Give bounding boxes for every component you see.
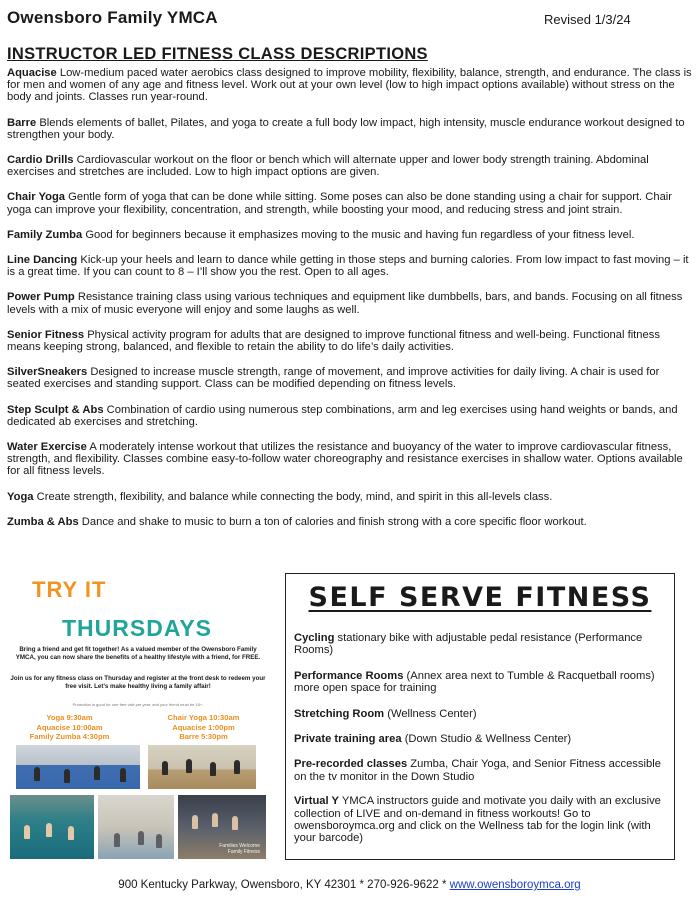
photo-caption-line: Families Welcome [219,843,260,849]
self-serve-item-cycling [294,632,670,657]
item-name: Performance Rooms [294,669,404,682]
class-item-aquacise [7,67,693,104]
schedule-entry: Barre 5:30pm [179,732,228,741]
person-figure [24,825,30,839]
class-item-yoga [7,491,693,503]
class-item-chair-yoga [7,191,693,215]
promo-schedule-left [22,713,117,742]
schedule-entry: Aquacise 1:00pm [172,722,235,732]
class-name: Cardio Drills [7,154,74,167]
item-name: Stretching Room [294,707,385,720]
item-desc: (Wellness Center) [387,707,477,720]
class-item-barre [7,117,693,141]
item-name: Private training area [294,733,402,746]
person-figure [94,766,100,780]
class-name: Barre [7,116,37,129]
person-figure [186,759,192,773]
self-serve-fitness-box [285,573,675,860]
class-name: SilverSneakers [7,366,88,379]
class-desc: Blends elements of ballet, Pilates, and yoga to create a full body low impact, high intensity, muscle endurance workout designed to strengthen your body. [7,116,685,141]
try-it-thursdays-flyer [6,573,270,863]
website-link[interactable]: www.owensboroymca.org [449,879,581,891]
org-name: Owensboro Family YMCA [7,8,218,27]
class-name: Senior Fitness [7,328,85,341]
promo-title-line1: TRY IT [32,577,107,602]
person-figure [68,826,74,840]
class-item-family-zumba [7,229,693,241]
person-figure [114,833,120,847]
class-desc: Physical activity program for adults that are designed to improve functional fitness and well-being. Functional fitness means keeping strong, balanced, and flexible to retain the ability to do life’s daily activities. [7,328,660,354]
class-item-senior-fitness [7,329,693,353]
promo-blurb-2: Join us for any fitness class on Thursday and register at the front desk to redeem your free visit. Let’s make healthy living a family affair! [10,675,266,690]
photo-yoga-class [16,745,140,789]
item-desc: (Annex area next to Tumble & Racquetball rooms) more open space for training [294,669,655,695]
person-figure [156,834,162,848]
person-figure [192,815,198,829]
promo-schedule-right [156,713,251,742]
class-item-silversneakers [7,366,693,390]
page-footer [0,879,699,891]
class-item-line-dancing [7,254,693,278]
class-desc: Create strength, flexibility, and balance while connecting the body, mind, and spirit in this all-levels class. [36,490,553,503]
promo-blurb: Bring a friend and get fit together! As a valued member of the Owensboro Family YMCA, you can now share the benefits of a healthy lifestyle with a friend, for FREE. [15,646,261,661]
photo-caption [219,843,260,855]
class-desc: Kick-up your heels and learn to dance while getting in those steps and burning calories. From low impact to fast moving – it is a great time. If you can count to 8 – I’ll show you the rest. Open to all ages. [7,254,689,279]
section-title: INSTRUCTOR LED FITNESS CLASS DESCRIPTIONS [7,45,428,63]
class-item-cardio-drills [7,154,693,178]
class-list [7,67,693,541]
person-figure [120,768,126,782]
class-desc: A moderately intense workout that utilizes the resistance and buoyancy of the water to improve cardiovascular fitness, strength, and flexibility. Classes combine easy-to-follow water choreography and resistance exercises in shallow water. Options available for all fitness levels. [7,441,683,478]
class-name: Step Sculpt & Abs [7,403,104,416]
class-name: Aquacise [7,67,57,79]
item-desc: stationary bike with adjustable pedal resistance (Performance Rooms) [294,632,643,657]
person-figure [138,831,144,845]
person-figure [64,769,70,783]
self-serve-title: SELF SERVE FITNESS [308,582,652,613]
class-desc: Cardiovascular workout on the floor or bench which will alternate upper and lower body strength training. Abdominal exercises and stretches are included. Low to high impact options are given. [7,154,649,179]
item-desc: Zumba, Chair Yoga, and Senior Fitness accessible on the tv monitor in the Down Studio [294,758,661,783]
class-name: Line Dancing [7,254,78,267]
person-figure [46,823,52,837]
class-name: Family Zumba [7,228,83,241]
schedule-entry: Family Zumba 4:30pm [29,732,110,741]
class-desc: Low-medium paced water aerobics class designed to improve mobility, flexibility, balance, strength, and endurance. The class is for men and women of any age and fitness level. Work out at your own level (low to high impact options available) without stress on the body and joints. Classes run year-round. [7,67,692,104]
class-desc: Good for beginners because it emphasizes moving to the music and having fun regardless of your fitness level. [85,228,635,241]
schedule-entry: Aquacise 10:00am [36,722,103,732]
photo-stretching [98,795,174,859]
schedule-entry: Yoga 9:30am [46,713,93,722]
person-figure [34,767,40,781]
class-desc: Combination of cardio using numerous step combinations, arm and leg exercises using hand weights or bands, and dedicated ab exercises and stretching. [7,403,678,428]
person-figure [162,761,168,775]
class-desc: Dance and shake to music to burn a ton of calories and finish strong with a core specific floor workout. [81,515,587,528]
item-name: Virtual Y [294,795,339,808]
self-serve-item-stretching-room [294,708,670,720]
class-name: Water Exercise [7,441,87,454]
person-figure [210,762,216,776]
promo-title-line2: THURSDAYS [62,615,213,641]
photo-family-zumba [178,795,266,859]
class-item-step-sculpt [7,404,693,428]
self-serve-item-performance-rooms [294,670,670,695]
class-name: Power Pump [7,291,75,304]
person-figure [232,816,238,830]
item-name: Pre-recorded classes [294,758,408,771]
self-serve-list [294,632,670,858]
class-name: Yoga [7,490,34,503]
class-item-power-pump [7,291,693,315]
page-header [7,8,692,30]
photo-caption-line: Family Fitness [227,849,260,855]
class-desc: Resistance training class using various techniques and equipment like dumbbells, bars, and bands. Focusing on all fitness levels with a mix of music everyone will enjoy and some laughs as well. [7,291,683,316]
class-desc: Designed to increase muscle strength, range of movement, and improve activities for daily living. A chair is used for seated exercises and standing support. Class can be modified depending on fitness levels. [7,366,660,391]
self-serve-item-virtual-y [294,795,670,845]
class-name: Zumba & Abs [7,515,79,528]
class-item-water-exercise [7,441,693,478]
revised-date: Revised 1/3/24 [544,12,631,27]
class-desc: Gentle form of yoga that can be done while sitting. Some poses can also be done standing using a chair for support. Chair yoga can improve your flexibility, concentration, and strength, while boosting your mood, and reducing stress and joint strain. [7,191,673,216]
promo-fine-print: Promotion is good for one free visit per year, and your friend must be 18+. [72,702,204,707]
class-item-zumba-abs [7,516,693,528]
photo-fitness-class [148,745,256,789]
class-name: Chair Yoga [7,191,66,204]
self-serve-item-private-training [294,733,670,745]
footer-address: 900 Kentucky Parkway, Owensboro, KY 42301 * 270-926-9622 * [118,879,450,891]
item-name: Cycling [294,632,335,644]
item-desc: YMCA instructors guide and motivate you daily with an exclusive collection of LIVE and on-demand in fitness workouts! Go to owensboroymca.org and click on the Wellness tab for the login link (with your barcode) [294,795,661,845]
person-figure [234,760,240,774]
item-desc: (Down Studio & Wellness Center) [404,733,572,746]
photo-aquacise [10,795,94,859]
person-figure [212,813,218,827]
self-serve-item-pre-recorded [294,758,670,783]
schedule-entry: Chair Yoga 10:30am [167,713,240,722]
